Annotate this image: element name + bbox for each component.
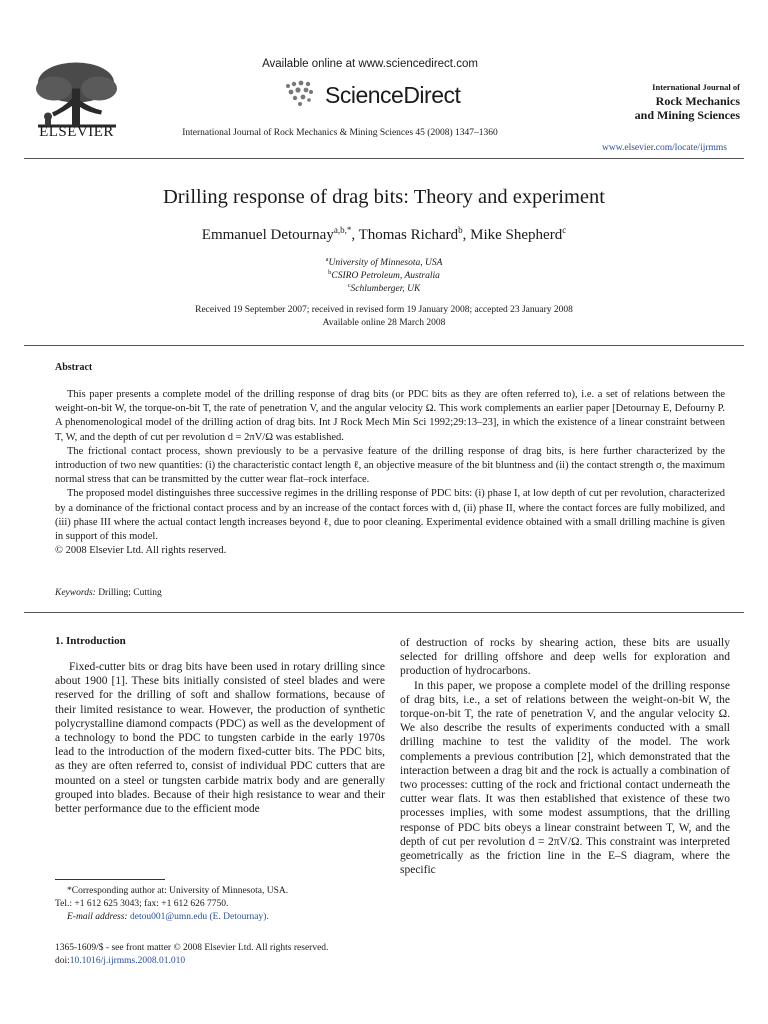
left-column — [55, 660, 385, 816]
affiliation — [24, 256, 744, 268]
author-list — [24, 225, 744, 244]
abstract-paragraph: The proposed model distinguishes three successive regimes in the drilling response of PDC bits: (i) phase I, at low depth of cut per revolution, characterized by a dominance of the frictional contact process and by an increase of the contact forces with d, (ii) phase II, where the contact forces are fully mobilized, and (iii) phase III where the actual contact length increases beyond ℓ, due to poor cleaning. Experimental evidence obtained with a small drilling machine is given in support of this model. — [55, 488, 725, 543]
article-title: Drilling response of drag bits: Theory and experiment — [163, 186, 605, 208]
affiliation-text: Schlumberger, UK — [350, 284, 421, 295]
keywords-line — [55, 588, 162, 598]
header-divider — [24, 158, 744, 159]
abstract-heading: Abstract — [55, 362, 93, 373]
author-marks[interactable]: a,b,* — [333, 225, 352, 235]
affiliation — [24, 282, 744, 294]
journal-name-block — [590, 80, 740, 122]
affiliation-text: CSIRO Petroleum, Australia — [331, 271, 440, 282]
body-paragraph: of destruction of rocks by shearing action, these bits are usually selected for drilling offshore and deep wells for exploration and production of hydrocarbons. — [400, 637, 730, 678]
footnote-corresponding: *Corresponding author at: University of Minnesota, USA. — [67, 886, 289, 896]
online-date: Available online 28 March 2008 — [322, 318, 446, 328]
sciencedirect-wordmark: ScienceDirect — [325, 82, 461, 108]
body-paragraph: In this paper, we propose a complete model of the drilling response of drag bits, i.e., a set of relations between the weight-on-bit W, the torque-on-bit T, the rate of penetration V, and the angular velocity Ω. We also describe the results of experiments conducted with a small drilling machine to test the validity of the model. The work complements a previous contribution [2], which demonstrated that the interaction between a drag bit and the rock is actually a combination of two processes: cutting of the rock and frictional contact underneath the cutter wear flats. It was then established that existence of these two processes implies, with some modest assumptions, that the drilling response of PDC bits obeys a linear constraint between T, W, and the depth of cut per revolution d = 2πV/Ω. This constraint was interpreted geometrically as the friction line in the E–S diagram, where the specific — [400, 679, 730, 877]
abstract-paragraph: This paper presents a complete model of the drilling response of drag bits (or PDC bits as they are often referred to), i.e. a set of relations between the weight-on-bit W, the torque-on-bit T, the rate of penetration V, and the angular velocity Ω. This work complements an earlier paper [Detournay E, Defourny P. A phenomenological model of the drilling action of drag bits. Int J Rock Mech Min Sci 1992;29:13–23], in which the existence of a linear constraint between T, W, and the depth of cut per revolution d = 2πV/Ω was established. — [55, 389, 725, 443]
doi-line — [55, 955, 385, 968]
author-marks[interactable]: c — [562, 225, 567, 235]
author-marks[interactable]: b — [458, 225, 463, 235]
right-column — [400, 636, 730, 877]
doi-label: doi: — [55, 956, 70, 966]
affiliation — [24, 269, 744, 281]
sciencedirect-dots-icon — [282, 78, 322, 108]
journal-name-line-1: Rock Mechanics — [655, 94, 740, 108]
body-paragraph: Fixed-cutter bits or drag bits have been used in rotary drilling since about 1900 [1]. These bits initially consisted of steel blades and were reserved for the drilling of soft and shallow formations, because of their limited resistance to wear. However, the production of synthetic polycrystalline diamond compacts (PDC) as well as the development of a technology to bond the PDC to tungsten carbide in the early 1970s lead to the introduction of the modern fixed-cutter bits. The PDC bits, as they are often referred to, consist of individual PDC cutters that are mounted on a steel or tungsten carbide matrix body and are generally grouped into blades. Because of their high resistance to wear and their better performance due to the efficient mode — [55, 661, 385, 816]
journal-url-link[interactable]: www.elsevier.com/locate/ijrmms — [602, 143, 727, 153]
abstract-copyright: © 2008 Elsevier Ltd. All rights reserved. — [55, 545, 227, 557]
abstract-top-divider — [24, 345, 744, 346]
journal-citation-line: International Journal of Rock Mechanics & Mining Sciences 45 (2008) 1347–1360 — [182, 128, 498, 138]
journal-name-small: International Journal of — [652, 82, 740, 92]
affiliation-text: University of Minnesota, USA — [328, 258, 443, 269]
abstract-body — [55, 388, 725, 558]
section-heading: 1. Introduction — [55, 635, 126, 647]
affiliation-mark: c — [347, 282, 351, 289]
imprint — [55, 942, 385, 968]
author-separator: , — [351, 227, 359, 243]
received-dates: Received 19 September 2007; received in revised form 19 January 2008; accepted 23 January 2008 — [195, 305, 573, 315]
author-separator: , — [462, 227, 471, 243]
footnote — [55, 885, 385, 924]
keywords-label: Keywords: — [55, 588, 96, 598]
journal-name-line-2: and Mining Sciences — [634, 108, 740, 122]
author-name: Thomas Richard — [358, 227, 459, 243]
affiliation-mark: b — [328, 269, 332, 276]
front-matter-line: 1365-1609/$ - see front matter © 2008 Elsevier Ltd. All rights reserved. — [55, 943, 329, 953]
publisher-wordmark: ELSEVIER — [39, 124, 114, 140]
doi-link[interactable]: 10.1016/j.ijrmms.2008.01.010 — [69, 956, 186, 966]
abstract-bottom-divider — [24, 612, 744, 613]
email-label: E-mail address: — [67, 912, 128, 922]
abstract-paragraph: The frictional contact process, shown previously to be a pervasive feature of the drilling response of drag bits, is here further characterized by the introduction of two new quantities: (i) the characteristic contact length ℓ, an objective measure of the bit bluntness and (ii) the contact strength σ, the maximum normal stress that can be transmitted by the cutter wear flat–rock interface. — [55, 445, 725, 486]
affiliation-mark: a — [325, 256, 329, 263]
author-name: Mike Shepherd — [470, 227, 563, 243]
footnote-contact: Tel.: +1 612 625 3043; fax: +1 612 626 7750. — [55, 899, 229, 909]
available-online-text[interactable]: Available online at www.sciencedirect.com — [262, 58, 478, 70]
footnote-divider — [55, 879, 165, 880]
email-link[interactable]: detou001@umn.edu (E. Detournay). — [129, 912, 269, 922]
keywords-value: Drilling; Cutting — [98, 588, 162, 598]
author-name: Emmanuel Detournay — [201, 227, 334, 243]
footnote-email-line — [55, 911, 385, 924]
